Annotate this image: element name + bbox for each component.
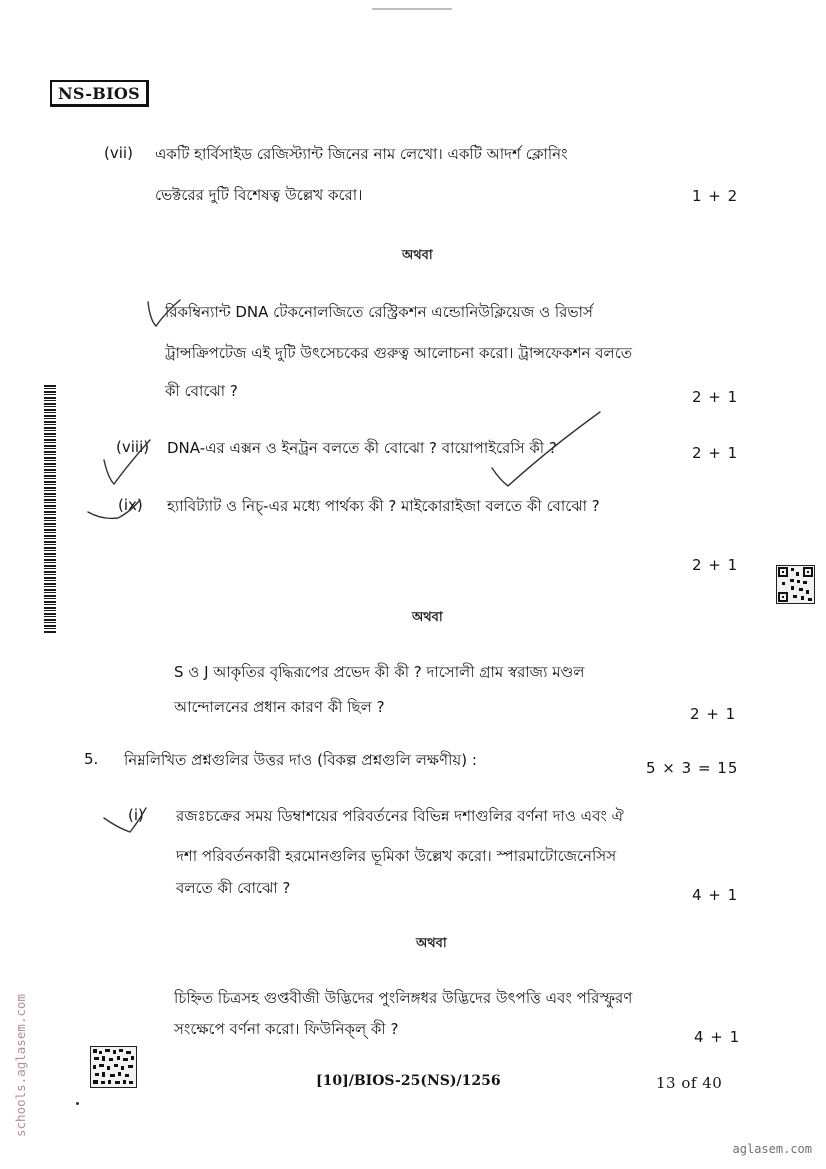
question-label-ix: (ix) bbox=[118, 496, 143, 514]
footer-page-number: 13 of 40 bbox=[656, 1074, 723, 1092]
or-label-2: অথবা bbox=[412, 610, 443, 625]
question-vii-line2: ভেক্টরের দুটি বিশেষত্ব উল্লেখ করো। bbox=[155, 186, 363, 204]
question-5i-line2: দশা পরিবর্তনকারী হরমোনগুলির ভূমিকা উল্লেখ করো। স্পারমাটোজেনেসিস bbox=[176, 847, 617, 865]
question-vii-or-line1: রিকম্বিন্যান্ট DNA টেকনোলজিতে রেস্ট্রিকশন এন্ডোনিউক্লিয়েজ ও রিভার্স bbox=[165, 303, 593, 321]
tick-mark bbox=[148, 300, 180, 326]
tick-mark bbox=[88, 500, 140, 518]
question-5i-line3: বলতে কী বোঝো ? bbox=[176, 879, 291, 897]
question-label-vii: (vii) bbox=[104, 144, 133, 162]
tick-mark bbox=[492, 412, 600, 486]
question-ix-marks: 2 + 1 bbox=[692, 556, 739, 574]
question-ix-text: হ্যাবিট্যাট ও নিচ্-এর মধ্যে পার্থক্য কী ? মাইকোরাইজা বলতে কী বোঝো ? bbox=[167, 497, 600, 515]
question-vii-line1: একটি হার্বিসাইড রেজিস্ট্যান্ট জিনের নাম লেখো। একটি আদর্শ ক্লোনিং bbox=[155, 145, 568, 163]
section-5-instruction: নিম্নলিখিত প্রশ্নগুলির উত্তর দাও (বিকল্প প্রশ্নগুলি লক্ষণীয়) : bbox=[124, 751, 477, 769]
question-viii-marks: 2 + 1 bbox=[692, 444, 739, 462]
question-vii-or-marks: 2 + 1 bbox=[692, 388, 739, 406]
question-5i-or-line1: চিহ্নিত চিত্রসহ গুপ্তবীজী উদ্ভিদের পুংলিঙ্গধর উদ্ভিদের উৎপত্তি এবং পরিস্ফুরণ bbox=[174, 989, 633, 1007]
question-5i-or-marks: 4 + 1 bbox=[694, 1028, 741, 1046]
section-5-number: 5. bbox=[84, 750, 99, 768]
question-ix-or-line1: S ও J আকৃতির বৃদ্ধিরূপের প্রভেদ কী কী ? দাসোলী গ্রাম স্বরাজ্য মণ্ডল bbox=[174, 663, 585, 681]
side-watermark: schools.aglasem.com bbox=[12, 993, 28, 1137]
question-ix-or-marks: 2 + 1 bbox=[690, 705, 737, 723]
footer-paper-code: [10]/BIOS-25(NS)/1256 bbox=[316, 1073, 501, 1089]
question-5i-line1: রজঃচক্রের সময় ডিম্বাশয়ের পরিবর্তনের বিভিন্ন দশাগুলির বর্ণনা দাও এবং ঐ bbox=[176, 807, 624, 825]
tick-mark bbox=[104, 808, 146, 832]
question-ix-or-line2: আন্দোলনের প্রধান কারণ কী ছিল ? bbox=[174, 698, 385, 716]
question-viii-text: DNA-এর এক্সন ও ইনট্রন বলতে কী বোঝো ? বায়োপাইরেসি কী ? bbox=[167, 439, 557, 457]
question-vii-marks: 1 + 2 bbox=[692, 187, 739, 205]
question-5i-or-line2: সংক্ষেপে বর্ণনা করো। ফিউনিক্‌ল্‌ কী ? bbox=[174, 1020, 399, 1038]
paper-code-box: NS-BIOS bbox=[50, 80, 149, 107]
question-label-viii: (viii) bbox=[116, 438, 150, 456]
tick-mark bbox=[104, 440, 150, 484]
section-5-marks: 5 × 3 = 15 bbox=[646, 759, 739, 777]
or-label-1: অথবা bbox=[402, 248, 433, 263]
or-label-3: অথবা bbox=[416, 936, 447, 951]
question-label-5i: (i) bbox=[128, 806, 144, 824]
question-vii-or-line3: কী বোঝো ? bbox=[165, 382, 238, 400]
question-5i-marks: 4 + 1 bbox=[692, 886, 739, 904]
bottom-right-watermark: aglasem.com bbox=[732, 1142, 812, 1156]
question-vii-or-line2: ট্রান্সক্রিপটেজ এই দুটি উৎসেচকের গুরুত্ব আলোচনা করো। ট্রান্সফেকশন বলতে bbox=[165, 344, 632, 362]
